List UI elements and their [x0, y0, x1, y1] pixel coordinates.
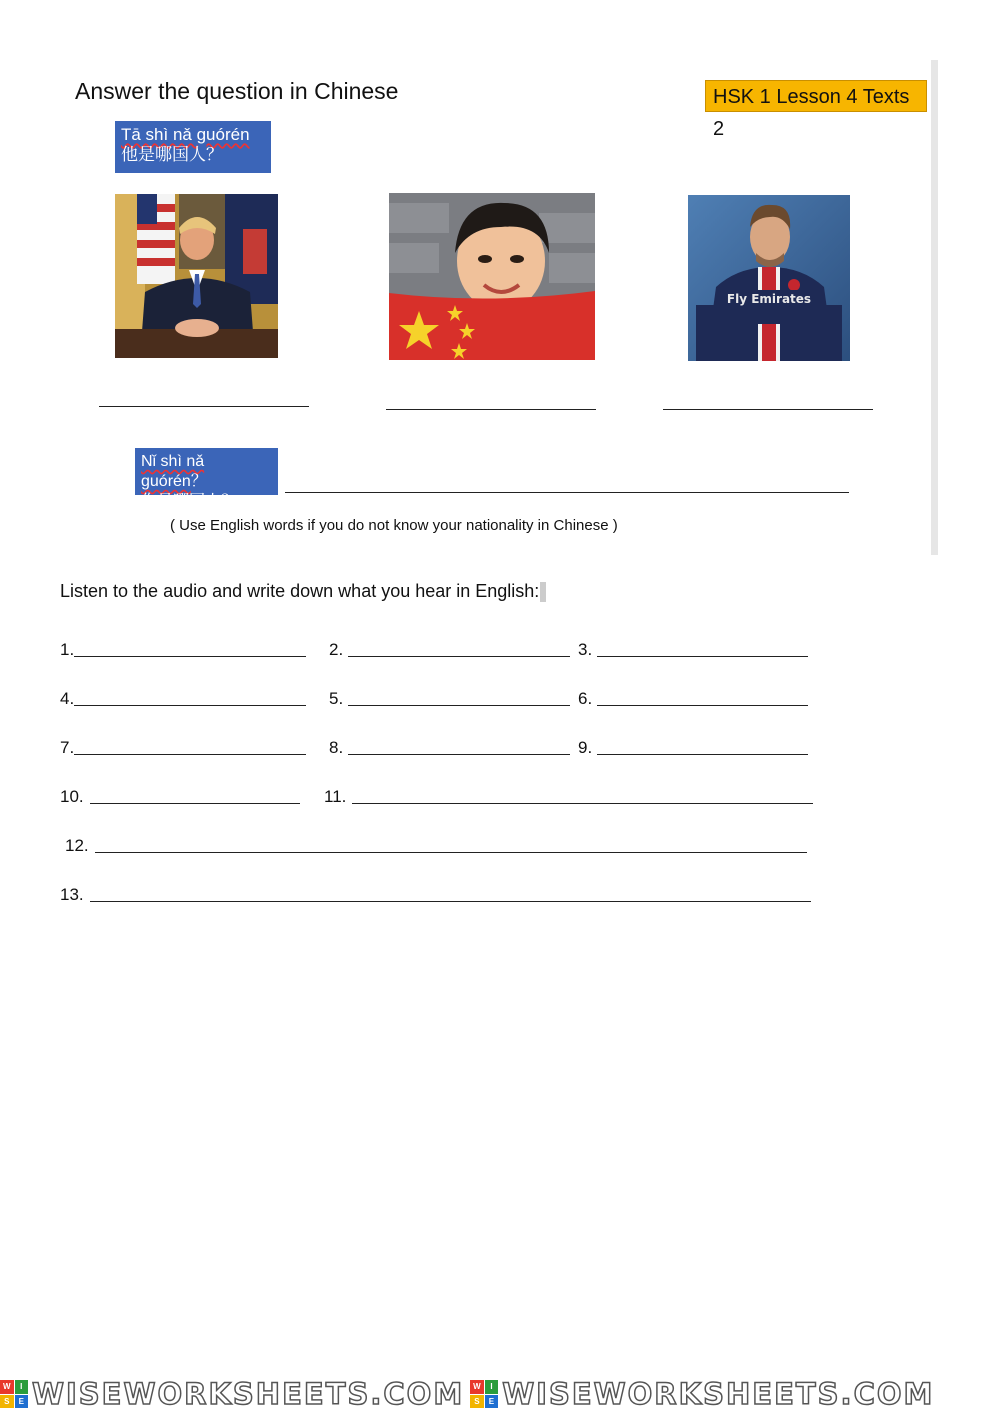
question2-mark: ？	[190, 473, 207, 490]
item-number: 2.	[329, 640, 344, 659]
question-box-you	[135, 448, 278, 510]
item-blank[interactable]	[597, 656, 808, 657]
logo-letter: S	[0, 1395, 14, 1409]
item-blank[interactable]	[74, 656, 306, 657]
logo-square-icon	[0, 1380, 28, 1408]
item-number: 5.	[329, 689, 344, 708]
item-2[interactable]	[329, 640, 570, 660]
item-number: 12.	[65, 836, 89, 855]
footer-watermark	[0, 1375, 1000, 1413]
man-at-desk-with-flags-photo-icon	[115, 194, 278, 358]
boy-with-chinese-flag-photo-icon	[389, 193, 595, 360]
item-blank[interactable]	[90, 803, 300, 804]
item-10[interactable]	[60, 787, 300, 807]
logo-letter: W	[0, 1380, 14, 1394]
item-7[interactable]	[60, 738, 306, 758]
question2-hanzi: 你是哪国人？	[141, 493, 238, 510]
item-8[interactable]	[329, 738, 570, 758]
item-blank[interactable]	[597, 754, 808, 755]
item-3[interactable]	[578, 640, 808, 660]
nationality-answer-line[interactable]	[285, 492, 849, 493]
logo-letter: W	[470, 1380, 484, 1394]
photo-1	[115, 194, 278, 358]
question2-pinyin: Nǐ shì nǎ guórén	[141, 453, 205, 490]
lesson-badge: HSK 1 Lesson 4 Texts 2	[705, 80, 927, 112]
text-cursor	[540, 582, 546, 602]
logo-text: WISEWORKSHEETS.COM	[502, 1377, 935, 1411]
logo-letter: I	[15, 1380, 29, 1394]
item-number: 7.	[60, 738, 75, 757]
listen-text: Listen to the audio and write down what you hear in English:	[60, 581, 540, 601]
photo-3	[688, 195, 850, 361]
answer-line-2[interactable]	[386, 409, 596, 410]
page-title: Answer the question in Chinese	[75, 78, 399, 104]
footer-logo-2	[470, 1377, 934, 1411]
item-blank[interactable]	[90, 901, 811, 902]
scrollbar-track[interactable]	[931, 60, 938, 555]
item-13[interactable]	[60, 885, 811, 905]
logo-letter: E	[15, 1395, 29, 1409]
item-number: 3.	[578, 640, 593, 659]
item-6[interactable]	[578, 689, 808, 709]
item-number: 4.	[60, 689, 75, 708]
question-box-he	[115, 121, 271, 173]
logo-letter: S	[470, 1395, 484, 1409]
logo-letter: E	[485, 1395, 499, 1409]
nationality-note: ( Use English words if you do not know your nationality in Chinese )	[170, 517, 618, 534]
item-number: 1.	[60, 640, 75, 659]
item-blank[interactable]	[597, 705, 808, 706]
logo-letter: I	[485, 1380, 499, 1394]
logo-square-icon	[470, 1380, 498, 1408]
item-blank[interactable]	[74, 705, 306, 706]
item-11[interactable]	[324, 787, 813, 807]
item-blank[interactable]	[95, 852, 807, 853]
question-pinyin: Tā shì nǎ guórén	[121, 125, 250, 144]
item-5[interactable]	[329, 689, 570, 709]
item-blank[interactable]	[348, 705, 570, 706]
football-player-in-navy-jersey-photo-icon	[688, 195, 850, 361]
item-blank[interactable]	[348, 754, 570, 755]
item-12[interactable]	[65, 836, 807, 856]
item-number: 6.	[578, 689, 593, 708]
footer-logo-1	[0, 1377, 464, 1411]
item-number: 9.	[578, 738, 593, 757]
item-4[interactable]	[60, 689, 306, 709]
photo-2	[389, 193, 595, 360]
item-number: 10.	[60, 787, 84, 806]
question-hanzi: 他是哪国人？	[121, 145, 223, 164]
jersey-text: Fly Emirates	[726, 292, 812, 306]
item-number: 8.	[329, 738, 344, 757]
item-number: 13.	[60, 885, 84, 904]
listen-instruction	[60, 581, 546, 602]
item-9[interactable]	[578, 738, 808, 758]
answer-line-1[interactable]	[99, 406, 309, 407]
item-blank[interactable]	[74, 754, 306, 755]
item-blank[interactable]	[352, 803, 813, 804]
answer-line-3[interactable]	[663, 409, 873, 410]
logo-text: WISEWORKSHEETS.COM	[32, 1377, 465, 1411]
item-blank[interactable]	[348, 656, 570, 657]
item-number: 11.	[324, 787, 347, 806]
item-1[interactable]	[60, 640, 306, 660]
